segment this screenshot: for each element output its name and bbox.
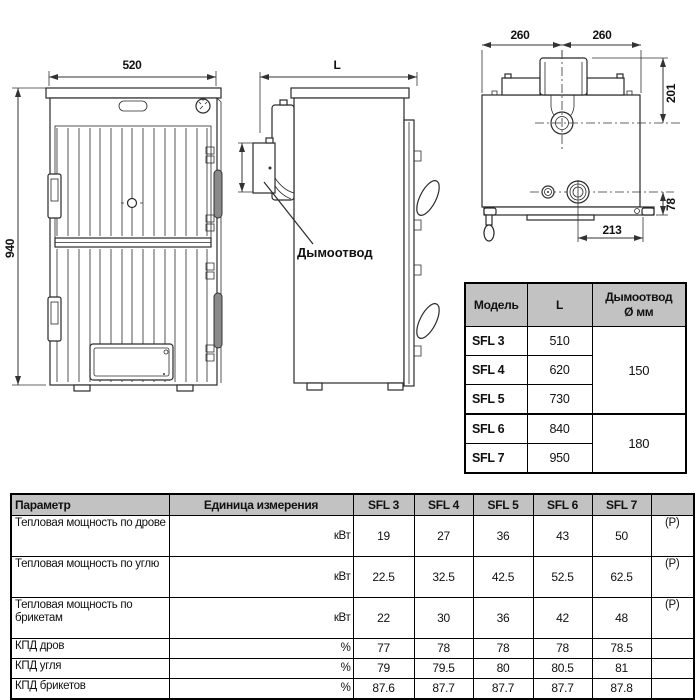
value-cell: 81 [592,659,651,679]
model-length-cell: 950 [527,444,592,474]
unit-cell: кВт [169,516,353,557]
rear-width-left-dimension: 260 [510,28,530,42]
rear-base-height-dimension: 78 [664,198,678,211]
parameter-cell: Тепловая мощность по углю [11,557,169,598]
table-row [465,414,686,444]
rear-depth-dimension: 201 [664,83,678,103]
table-row [11,598,694,639]
model-column-header-sfl3: SFL 3 [353,494,414,516]
value-cell: 79 [353,659,414,679]
model-name-cell: SFL 7 [465,444,527,474]
note-cell: (P) [651,557,694,598]
model-length-cell: 730 [527,385,592,415]
model-column-header-sfl5: SFL 5 [473,494,533,516]
front-view-drawing [3,58,222,391]
flue-header-line2: Ø мм [624,305,654,319]
door-handle-upper [412,177,444,218]
value-cell: 87.7 [533,679,592,700]
door-knob [128,199,137,208]
note-cell: (P) [651,598,694,639]
ash-door [90,344,173,380]
unit-cell: кВт [169,598,353,639]
table-row [11,557,694,598]
unit-column-header: Единица измерения [169,494,353,516]
smoke-collar [540,58,587,95]
model-table-header-row [465,283,686,327]
side-length-dimension: L [333,58,341,72]
parameter-column-header: Параметр [11,494,169,516]
value-cell: 36 [473,516,533,557]
value-cell: 80.5 [533,659,592,679]
value-cell: 87.8 [592,679,651,700]
parameter-cell: Тепловая мощность по брикетам [11,598,169,639]
flue-label: Дымоотвод [297,245,373,260]
model-length-cell: 620 [527,356,592,385]
value-cell: 78 [414,639,473,659]
model-name-cell: SFL 4 [465,356,527,385]
note-cell [651,639,694,659]
value-cell: 22.5 [353,557,414,598]
model-dimensions-table [464,282,687,474]
table-row [11,679,694,700]
value-cell: 22 [353,598,414,639]
value-cell: 77 [353,639,414,659]
flue-diameter-cell: 150 [592,327,686,415]
rear-width-right-dimension: 260 [592,28,612,42]
table-row [11,516,694,557]
front-width-dimension: 520 [122,58,142,72]
flue-column-header [592,283,686,327]
value-cell: 87.7 [414,679,473,700]
value-cell: 32.5 [414,557,473,598]
value-cell: 48 [592,598,651,639]
parameter-cell: КПД дров [11,639,169,659]
parameter-cell: Тепловая мощность по дрове [11,516,169,557]
value-cell: 78 [533,639,592,659]
length-column-header: L [527,283,592,327]
value-cell: 42.5 [473,557,533,598]
model-name-cell: SFL 6 [465,414,527,444]
spec-table-header-row [11,494,694,516]
value-cell: 78.5 [592,639,651,659]
side-view-drawing [238,58,444,390]
unit-cell: % [169,659,353,679]
note-column-header [651,494,694,516]
flue-outlet [253,143,275,193]
flue-diameter-cell: 180 [592,414,686,473]
model-length-cell: 840 [527,414,592,444]
unit-cell: % [169,639,353,659]
value-cell: 80 [473,659,533,679]
note-cell: (P) [651,516,694,557]
right-hinge-cover-upper [214,170,222,218]
specifications-table [10,493,695,700]
value-cell: 79.5 [414,659,473,679]
value-cell: 78 [473,639,533,659]
unit-cell: % [169,679,353,700]
value-cell: 52.5 [533,557,592,598]
value-cell: 87.6 [353,679,414,700]
note-cell [651,659,694,679]
door-handle-lower [412,300,444,341]
value-cell: 36 [473,598,533,639]
unit-cell: кВт [169,557,353,598]
drain-valve [486,215,492,225]
value-cell: 62.5 [592,557,651,598]
value-cell: 43 [533,516,592,557]
value-cell: 19 [353,516,414,557]
parameter-cell: КПД брикетов [11,679,169,700]
value-cell: 42 [533,598,592,639]
left-hinge-upper [48,174,61,218]
note-cell [651,679,694,700]
table-row [465,327,686,356]
model-column-header-sfl7: SFL 7 [592,494,651,516]
value-cell: 87.7 [473,679,533,700]
value-cell: 50 [592,516,651,557]
model-column-header-sfl4: SFL 4 [414,494,473,516]
value-cell: 27 [414,516,473,557]
left-hinge-lower [48,297,61,341]
model-length-cell: 510 [527,327,592,356]
parameter-cell: КПД угля [11,659,169,679]
flue-header-line1: Дымоотвод [605,290,673,304]
front-height-dimension: 940 [3,238,17,258]
rear-view-drawing [482,28,682,242]
model-column-header: Модель [465,283,527,327]
value-cell: 30 [414,598,473,639]
table-row [11,659,694,679]
table-row [11,639,694,659]
rear-base-width-dimension: 213 [602,223,622,237]
right-hinge-cover-lower [214,293,222,348]
model-name-cell: SFL 3 [465,327,527,356]
model-column-header-sfl6: SFL 6 [533,494,592,516]
model-name-cell: SFL 5 [465,385,527,415]
